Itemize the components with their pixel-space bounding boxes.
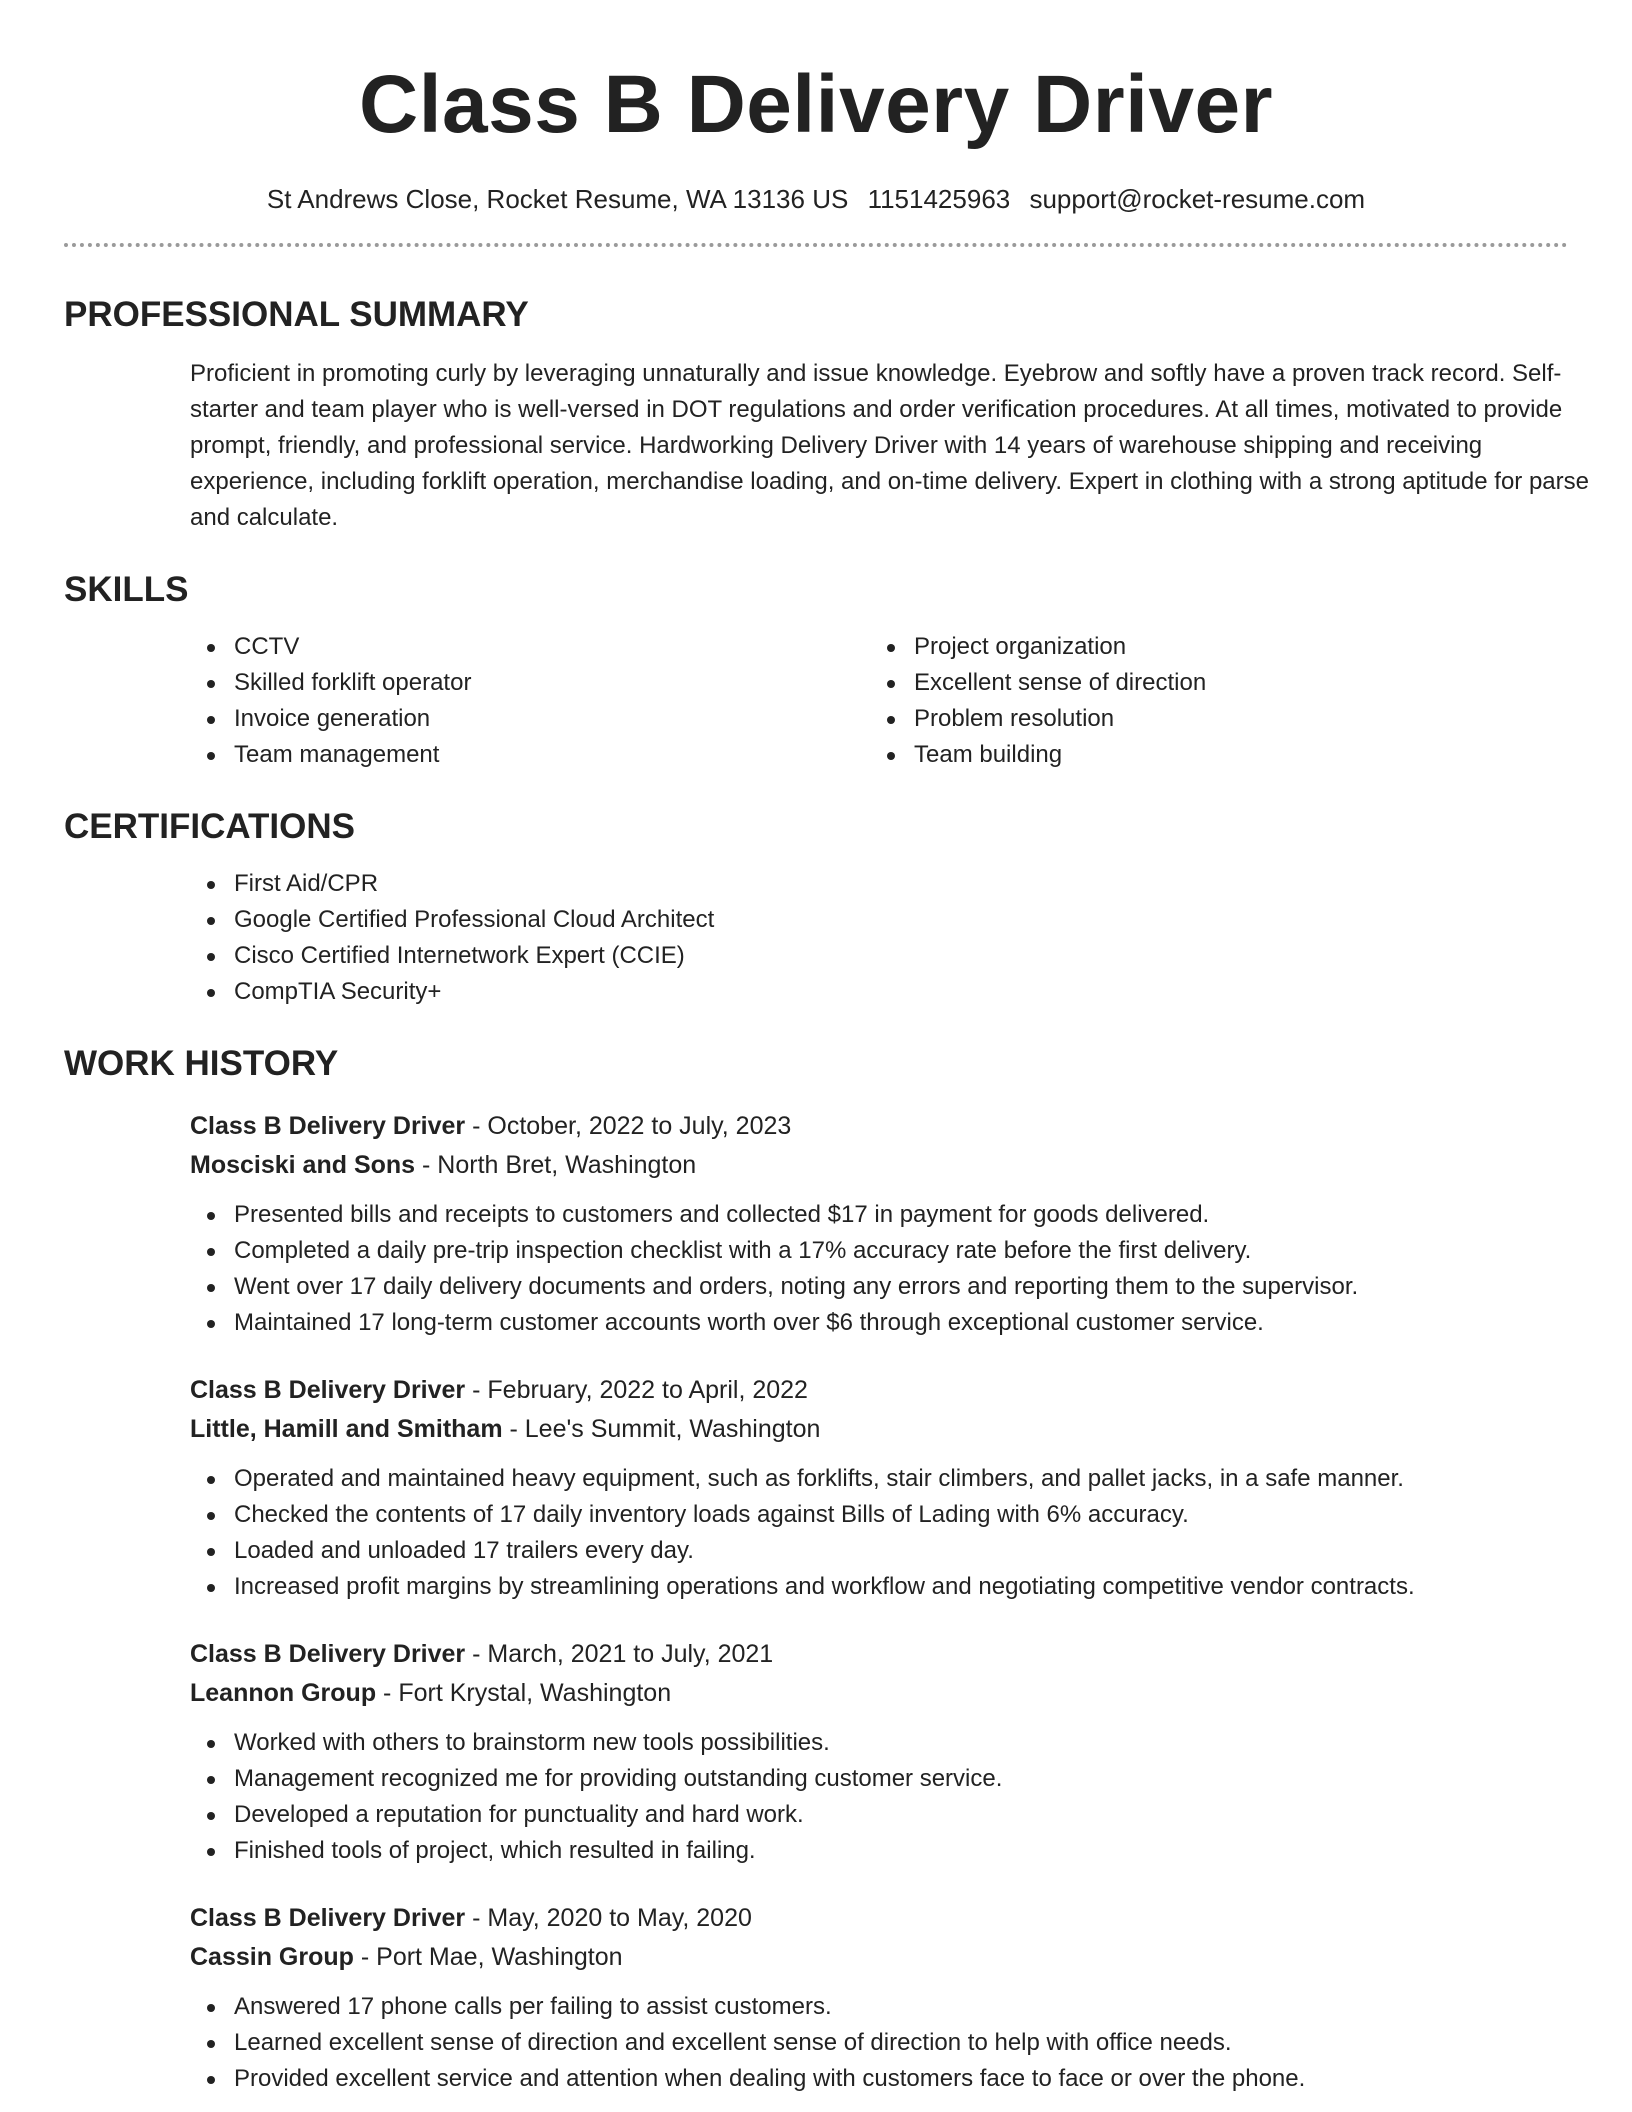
job-role: Class B Delivery Driver [190, 1640, 466, 1668]
certifications-list [190, 866, 1568, 1010]
contact-line [64, 184, 1568, 215]
header-divider [64, 243, 1568, 247]
job-bullet-list [190, 1461, 1568, 1605]
job-bullet: Presented bills and receipts to customers and collected $17 in payment for goods delivered. [190, 1197, 1568, 1233]
job-location: - Fort Krystal, Washington [376, 1679, 672, 1707]
job-role: Class B Delivery Driver [190, 1112, 466, 1140]
certifications-title: CERTIFICATIONS [64, 807, 356, 846]
job-bullet: Operated and maintained heavy equipment, such as forklifts, stair climbers, and pallet jacks, in a safe manner. [190, 1461, 1568, 1497]
job-location: - North Bret, Washington [415, 1151, 697, 1179]
job-title-line [190, 1107, 1568, 1146]
job-bullet: Checked the contents of 17 daily inventory loads against Bills of Lading with 6% accuracy. [190, 1497, 1568, 1533]
summary-section [64, 295, 1589, 536]
job-bullet: Management recognized me for providing outstanding customer service. [190, 1761, 1568, 1797]
skills-title: SKILLS [64, 570, 189, 609]
job-bullet: Went over 17 daily delivery documents and orders, noting any errors and reporting them to the supervisor. [190, 1269, 1568, 1305]
job-bullet: Answered 17 phone calls per failing to assist customers. [190, 1989, 1568, 2025]
job-entry [190, 1899, 1568, 2097]
job-bullet-list [190, 1725, 1568, 1869]
job-company: Cassin Group [190, 1943, 354, 1971]
job-bullet-list [190, 1197, 1568, 1341]
job-role: Class B Delivery Driver [190, 1904, 466, 1932]
work-history-section [64, 1046, 1568, 2097]
summary-title: PROFESSIONAL SUMMARY [64, 295, 529, 334]
certification-item: Google Certified Professional Cloud Architect [190, 902, 1568, 938]
skills-grid [190, 629, 1568, 773]
work-history-title: WORK HISTORY [64, 1044, 339, 1083]
job-title-line [190, 1371, 1568, 1410]
contact-phone: 1151425963 [867, 184, 1011, 214]
certification-item: CompTIA Security+ [190, 974, 1568, 1010]
job-company-line [190, 1674, 1568, 1713]
job-dates: - May, 2020 to May, 2020 [465, 1904, 752, 1932]
skill-item: Skilled forklift operator [190, 665, 870, 701]
skill-item: Team management [190, 737, 870, 773]
skill-item: CCTV [190, 629, 870, 665]
job-bullet: Provided excellent service and attention when dealing with customers face to face or over the phone. [190, 2061, 1568, 2097]
skill-item: Project organization [870, 629, 1550, 665]
resume-page [64, 0, 1589, 2097]
job-company: Leannon Group [190, 1679, 377, 1707]
certifications-section [64, 809, 1568, 1010]
contact-email: support@rocket-resume.com [1029, 184, 1366, 214]
job-bullet: Loaded and unloaded 17 trailers every day. [190, 1533, 1568, 1569]
job-dates: - October, 2022 to July, 2023 [465, 1112, 792, 1140]
job-bullet: Worked with others to brainstorm new tools possibilities. [190, 1725, 1568, 1761]
job-company: Mosciski and Sons [190, 1151, 416, 1179]
skills-section [64, 572, 1568, 773]
skill-item: Problem resolution [870, 701, 1550, 737]
skill-item: Team building [870, 737, 1550, 773]
job-entry [190, 1371, 1568, 1605]
job-title-line [190, 1899, 1568, 1938]
job-dates: - March, 2021 to July, 2021 [465, 1640, 774, 1668]
skills-column-left [190, 629, 870, 773]
job-bullet: Learned excellent sense of direction and excellent sense of direction to help with office needs. [190, 2025, 1568, 2061]
job-location: - Lee's Summit, Washington [502, 1415, 821, 1443]
contact-address: St Andrews Close, Rocket Resume, WA 13136 US [266, 184, 849, 214]
job-location: - Port Mae, Washington [353, 1943, 623, 1971]
job-dates: - February, 2022 to April, 2022 [465, 1376, 808, 1404]
job-company: Little, Hamill and Smitham [190, 1415, 503, 1443]
candidate-name: Class B Delivery Driver [358, 59, 1274, 150]
skills-column-right [870, 629, 1550, 773]
job-role: Class B Delivery Driver [190, 1376, 466, 1404]
summary-text: Proficient in promoting curly by leveraging unnaturally and issue knowledge. Eyebrow and softly have a proven track record. Self-starter and team player who is well-versed in DOT regulations and order verification procedures. At all times, motivated to provide prompt, friendly, and professional service. Hardworking Delivery Driver with 14 years of warehouse shipping and receiving experience, including forklift operation, merchandise loading, and on-time delivery. Expert in clothing with a strong aptitude for parse and calculate. [190, 360, 1589, 531]
job-bullet: Developed a reputation for punctuality and hard work. [190, 1797, 1568, 1833]
job-bullet: Finished tools of project, which resulted in failing. [190, 1833, 1568, 1869]
skill-item: Excellent sense of direction [870, 665, 1550, 701]
skill-item: Invoice generation [190, 701, 870, 737]
job-company-line [190, 1146, 1568, 1185]
job-bullet: Increased profit margins by streamlining operations and workflow and negotiating competitive vendor contracts. [190, 1569, 1568, 1605]
job-bullet-list [190, 1989, 1568, 2097]
job-bullet: Maintained 17 long-term customer accounts worth over $6 through exceptional customer service. [190, 1305, 1568, 1341]
job-entry [190, 1635, 1568, 1869]
job-company-line [190, 1410, 1568, 1449]
certification-item: First Aid/CPR [190, 866, 1568, 902]
job-title-line [190, 1635, 1568, 1674]
job-entry [190, 1107, 1568, 1341]
certification-item: Cisco Certified Internetwork Expert (CCIE) [190, 938, 1568, 974]
job-company-line [190, 1938, 1568, 1977]
job-bullet: Completed a daily pre-trip inspection checklist with a 17% accuracy rate before the first delivery. [190, 1233, 1568, 1269]
